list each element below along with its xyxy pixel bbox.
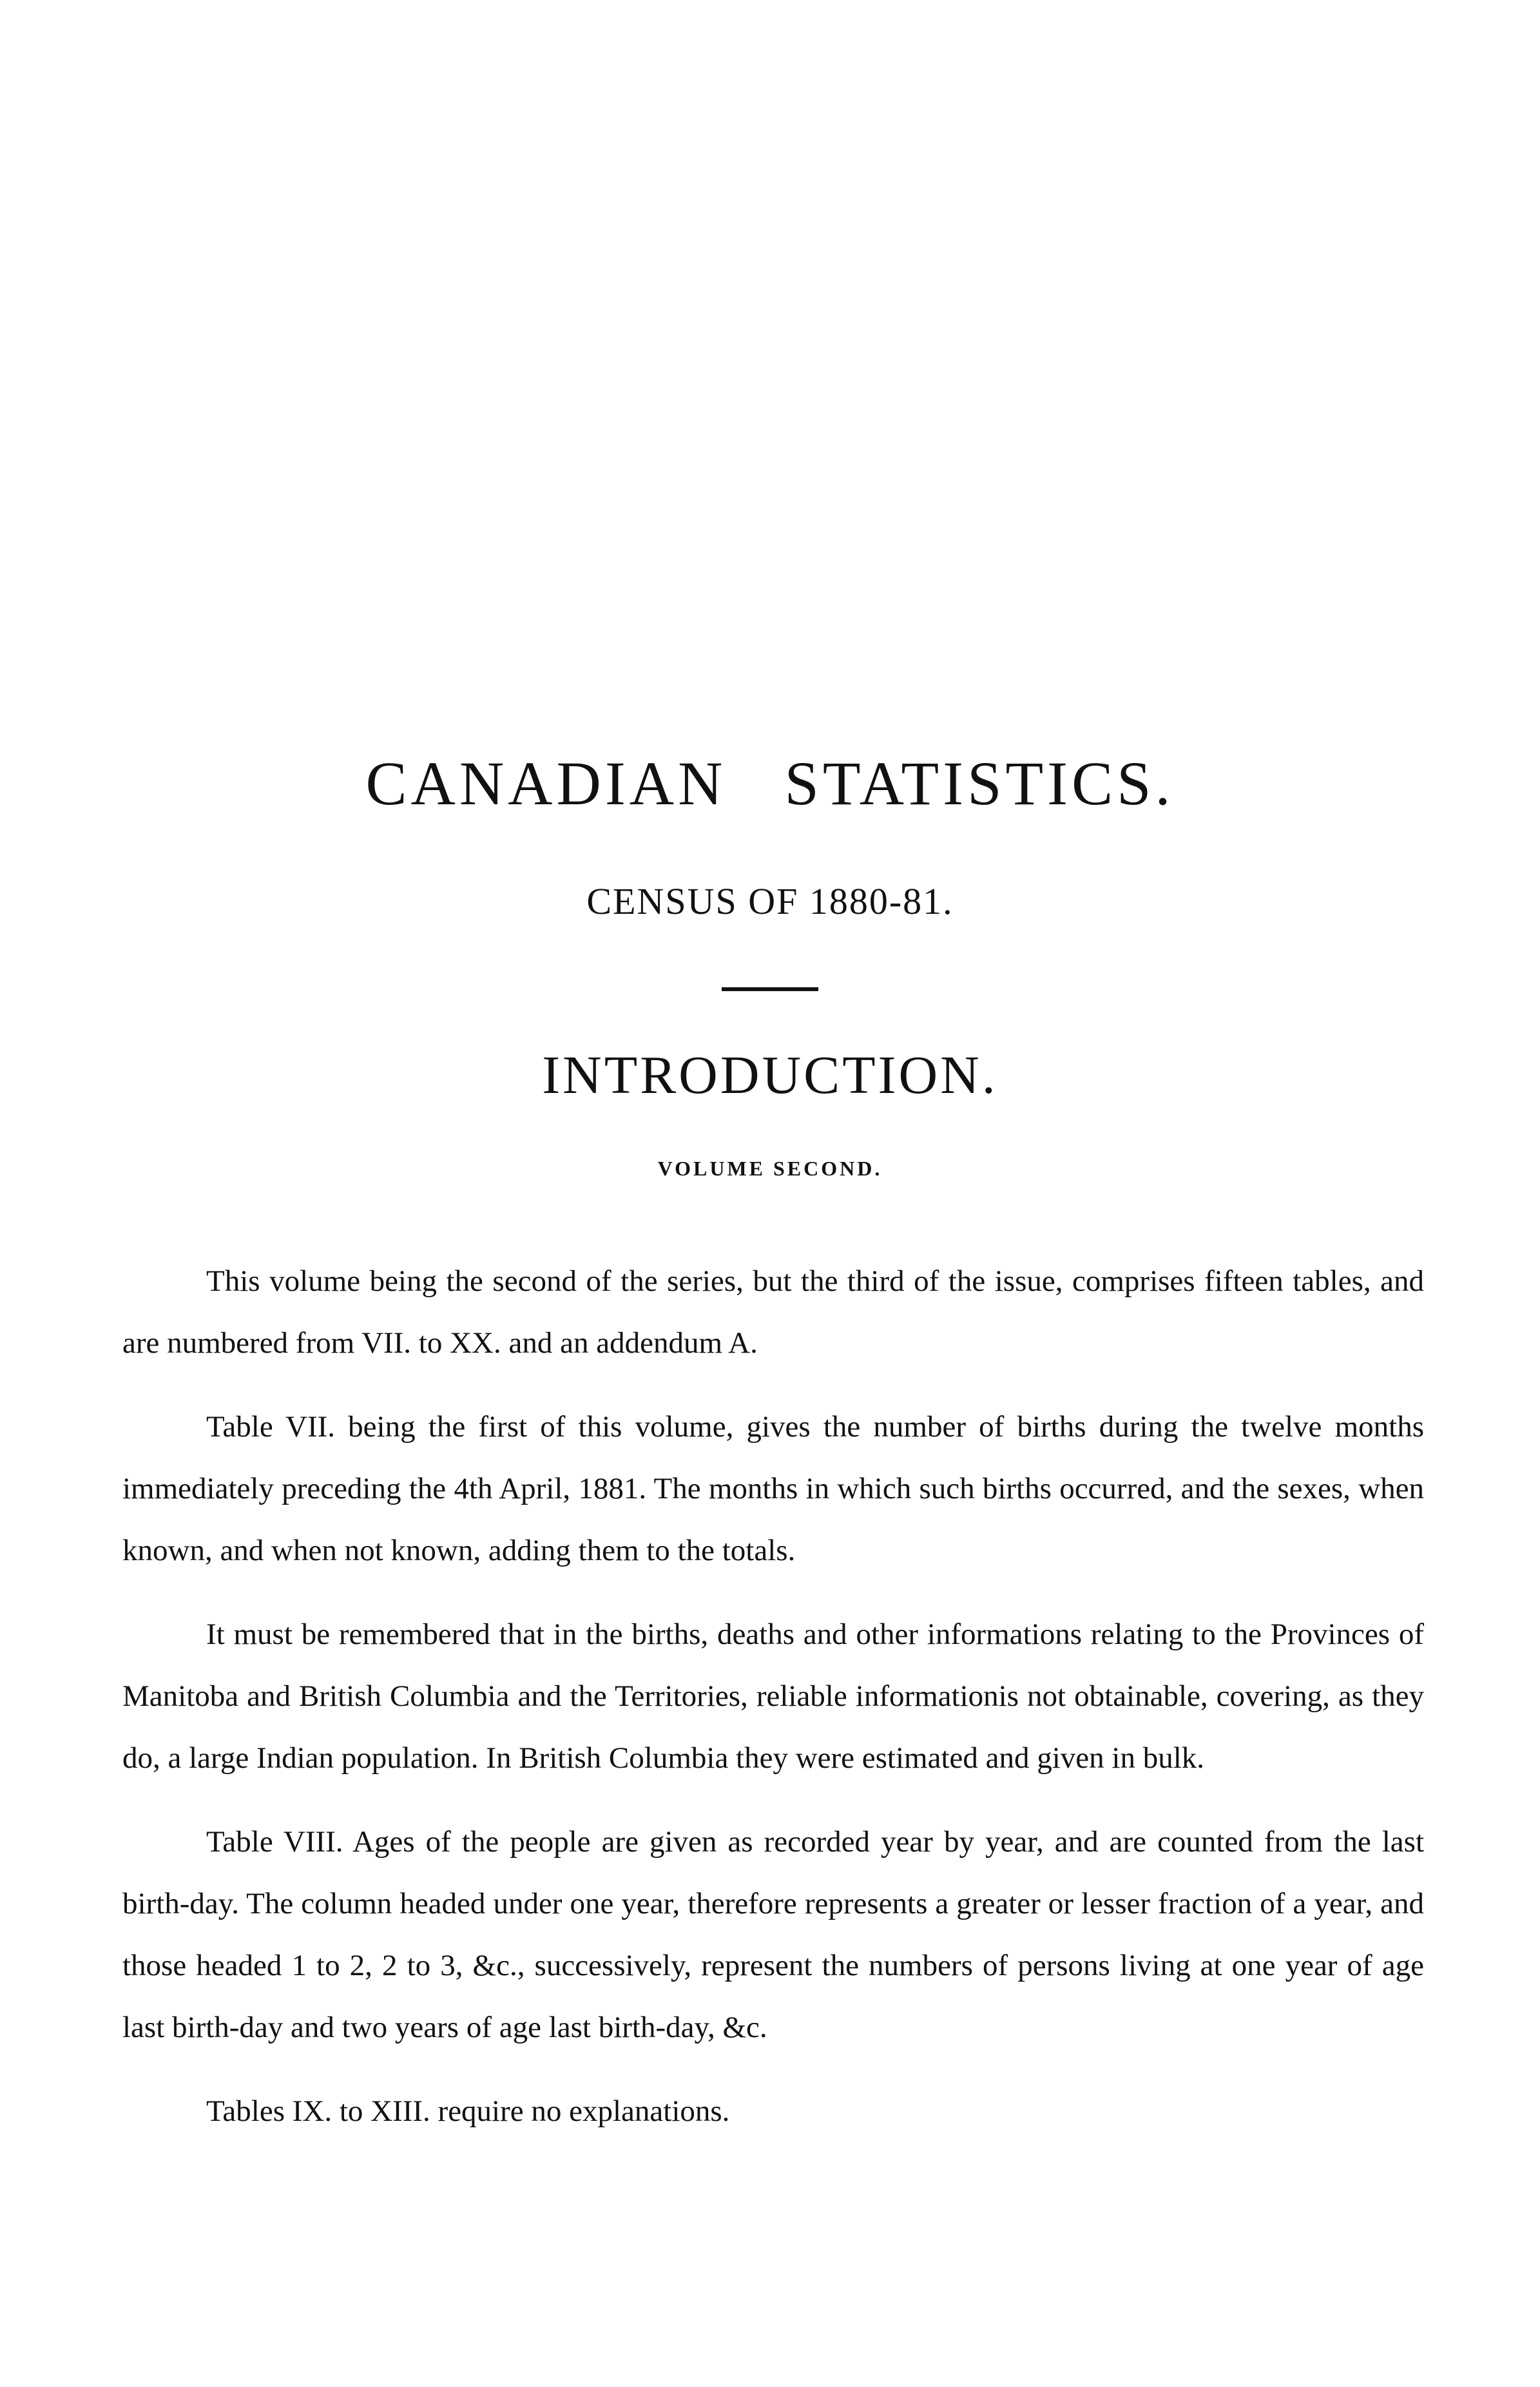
document-title: CANADIAN STATISTICS. — [365, 749, 1175, 818]
body-text — [122, 1250, 1424, 2164]
document-subtitle: CENSUS OF 1880-81. — [586, 880, 954, 922]
paragraph: Table VIII. Ages of the people are given as recorded year by year, and are counted from the last birth-day. The column headed under one year, therefore represents a greater or lesser fraction of a year, and those headed 1 to 2, 2 to 3, &c., successively, represent the numbers of persons living at one year of age last birth-day and two years of age last birth-day, &c. — [122, 1825, 1424, 2044]
title-rule — [722, 987, 818, 991]
paragraph: Tables IX. to XIII. require no explanations. — [206, 2094, 730, 2128]
paragraph: It must be remembered that in the births, deaths and other informations relating to the Provinces of Manitoba and British Columbia and the Territories, reliable informationis not obtainable, covering, as they do, a large Indian population. In British Columbia they were estimated and given in bulk. — [122, 1618, 1424, 1775]
paragraph: Table VII. being the first of this volume, gives the number of births during the twelve months immediately preceding the 4th April, 1881. The months in which such births occurred, and the sexes, when known, and when not known, adding them to the totals. — [122, 1410, 1424, 1567]
paragraph: This volume being the second of the series, but the third of the issue, comprises fifteen tables, and are numbered from VII. to XX. and an addendum A. — [122, 1264, 1424, 1360]
volume-label: VOLUME SECOND. — [657, 1157, 883, 1180]
section-heading: INTRODUCTION. — [542, 1045, 998, 1105]
